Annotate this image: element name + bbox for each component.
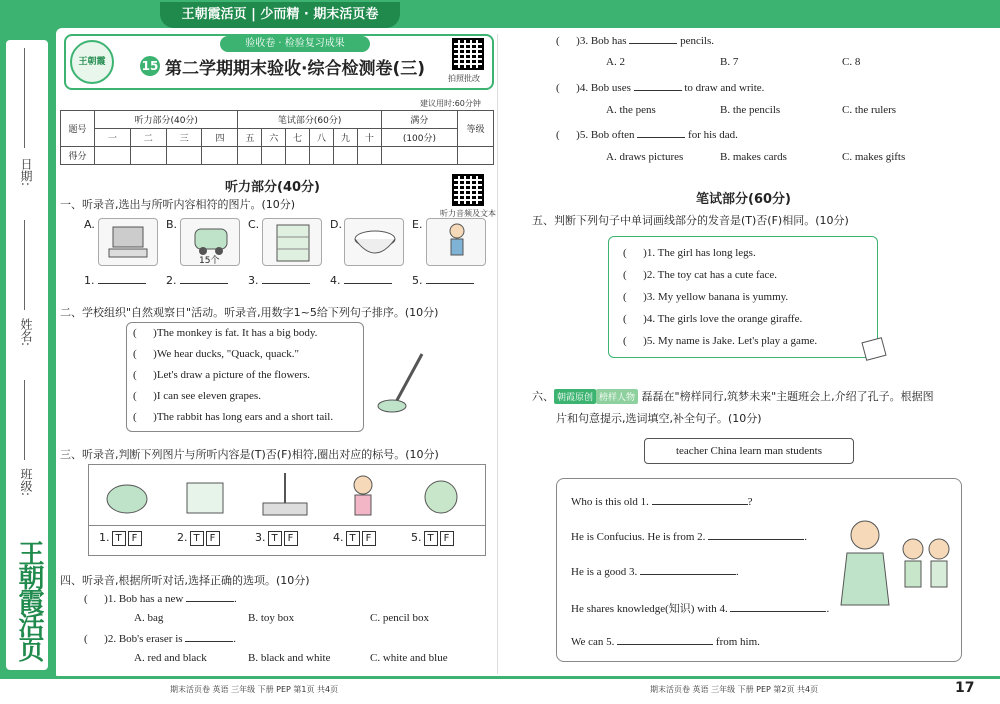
top-banner: 王朝霞活页 | 少而精 · 期末活页卷 <box>160 2 400 28</box>
score-cell[interactable] <box>130 147 166 165</box>
section-6-title: 六、 朝霞原创 榜样人物 磊磊在"榜样同行,筑梦未来"主题班会上,介绍了孔子。根据图 <box>532 390 934 403</box>
option[interactable]: A. 2 <box>606 56 625 68</box>
pic-letter: C. <box>248 218 260 231</box>
class-label: 班级: <box>19 468 33 497</box>
sentence-item: ( )The rabbit has long ears and a short tail. <box>133 411 334 423</box>
section-3-box <box>88 464 486 556</box>
computer-picture <box>98 218 158 266</box>
question-4-3: ( )3. Bob has pencils. <box>556 35 715 47</box>
num-cell: 七 <box>286 129 310 147</box>
option[interactable]: C. white and blue <box>370 652 448 664</box>
pic-letter: B. <box>166 218 178 231</box>
score-cell[interactable] <box>238 147 262 165</box>
pic-caption: 15个 <box>199 256 220 266</box>
option[interactable]: A. bag <box>134 612 164 624</box>
option[interactable]: B. 7 <box>720 56 739 68</box>
grade-header: 等级 <box>458 111 494 147</box>
sentence-item: ( )4. The girls love the orange giraffe. <box>623 313 803 325</box>
fill-line: Who is this old 1. ? <box>571 496 753 508</box>
answer-num: 2. <box>166 274 177 287</box>
answer-blank[interactable] <box>426 274 474 284</box>
option[interactable]: B. the pencils <box>720 104 781 116</box>
notebook-icon <box>858 334 892 364</box>
num-cell: 六 <box>262 129 286 147</box>
section-1-title: 一、听录音,选出与所听内容相符的图片。(10分) <box>60 198 296 211</box>
num-cell: 十 <box>357 129 381 147</box>
ribbon: 验收卷 · 检验复习成果 <box>220 36 370 52</box>
option[interactable]: C. makes gifts <box>842 151 906 163</box>
num-cell: 二 <box>130 129 166 147</box>
section-2-title: 二、学校组织"自然观察日"活动。听录音,用数字1~5给下列句子排序。(10分) <box>60 306 439 319</box>
word-bank: teacher China learn man students <box>644 438 854 464</box>
option[interactable]: B. toy box <box>248 612 295 624</box>
girl-picture <box>333 469 393 521</box>
sentence-item: ( )I can see eleven grapes. <box>133 390 261 402</box>
sentence-item: ( )3. My yellow banana is yummy. <box>623 291 789 303</box>
logo: 王朝霞 <box>70 40 114 84</box>
class-line <box>24 380 25 460</box>
tf-choice[interactable]: 1. T F <box>99 531 142 546</box>
footer-right: 期末活页卷 英语 三年级 下册 PEP 第2页 共4页 <box>650 685 819 694</box>
listening-heading: 听力部分(40分) <box>225 180 320 195</box>
answer-num: 3. <box>248 274 259 287</box>
num-cell: 一 <box>95 129 131 147</box>
answer-blank[interactable] <box>262 274 310 284</box>
qr-label: 拍照批改 <box>448 74 480 83</box>
section-1-answers <box>84 274 484 290</box>
answer-blank[interactable] <box>98 274 146 284</box>
section-4-title: 四、听录音,根据所听对话,选择正确的选项。(10分) <box>60 574 310 587</box>
name-label: 姓名: <box>19 318 33 347</box>
answer-num: 1. <box>84 274 95 287</box>
answer-blank[interactable] <box>180 274 228 284</box>
writing-header: 笔试部分(60分) <box>238 111 381 129</box>
score-cell[interactable] <box>333 147 357 165</box>
test-number: 15 <box>140 56 160 76</box>
option[interactable]: B. black and white <box>248 652 331 664</box>
tf-choice[interactable]: 3. T F <box>255 531 298 546</box>
fill-line: He is a good 3. . <box>571 566 739 578</box>
sentence-item: ( )Let's draw a picture of the flowers. <box>133 369 311 381</box>
car-picture <box>180 218 240 266</box>
score-cell[interactable] <box>286 147 310 165</box>
section-3-title: 三、听录音,判断下列图片与所听内容是(T)否(F)相符,圈出对应的标号。(10分) <box>60 448 439 461</box>
score-label: 题号 <box>61 111 95 147</box>
num-cell: 三 <box>166 129 202 147</box>
box-picture <box>177 469 237 521</box>
listening-header: 听力部分(40分) <box>95 111 238 129</box>
writing-heading: 笔试部分(60分) <box>696 192 791 207</box>
score-cell[interactable] <box>202 147 238 165</box>
section-6-box <box>556 478 962 662</box>
sentence-item: ( )We hear ducks, "Quack, quack." <box>133 348 300 360</box>
audio-qr-label: 听力音频及文本 <box>440 209 496 218</box>
page-number: 17 <box>955 680 975 696</box>
fill-line: He is Confucius. He is from 2. . <box>571 531 807 543</box>
num-cell: 九 <box>333 129 357 147</box>
page-divider <box>497 34 498 674</box>
tower-picture <box>255 469 315 521</box>
sentence-item: ( )The monkey is fat. It has a big body. <box>133 327 318 339</box>
question-4-2: ( )2. Bob's eraser is . <box>84 633 237 645</box>
sentence-item: ( )2. The toy cat has a cute face. <box>623 269 778 281</box>
option[interactable]: A. draws pictures <box>606 151 684 163</box>
option[interactable]: C. the rulers <box>842 104 897 116</box>
brand-vertical: 王朝霞活页 <box>14 540 44 660</box>
score-cell[interactable] <box>262 147 286 165</box>
cat-picture <box>99 469 159 521</box>
time-hint: 建议用时:60分钟 <box>420 99 481 108</box>
question-4-5: ( )5. Bob often for his dad. <box>556 129 738 141</box>
answer-blank[interactable] <box>344 274 392 284</box>
num-cell: 五 <box>238 129 262 147</box>
date-line <box>24 48 25 148</box>
vegetables-picture <box>411 469 471 521</box>
top-frame <box>0 0 1000 30</box>
num-cell: 四 <box>202 129 238 147</box>
score-cell[interactable] <box>357 147 381 165</box>
answer-num: 5. <box>412 274 423 287</box>
audio-qr-icon[interactable] <box>452 174 484 206</box>
name-line <box>24 220 25 310</box>
full-score: (100分) <box>381 129 457 147</box>
paintbrush-icon <box>372 350 432 416</box>
qr-code-icon[interactable] <box>452 38 484 70</box>
option[interactable]: A. the pens <box>606 104 656 116</box>
fill-line: He shares knowledge(知识) with 4. . <box>571 603 830 615</box>
box-picture <box>262 218 322 266</box>
tf-choice[interactable]: 2. T F <box>177 531 220 546</box>
pic-letter: A. <box>84 218 95 231</box>
score-table <box>60 110 494 165</box>
section-5-box <box>608 236 878 358</box>
tf-choice[interactable]: 4. T F <box>333 531 376 546</box>
num-cell: 八 <box>310 129 334 147</box>
fill-line: We can 5. from him. <box>571 636 760 648</box>
section-2-box <box>126 322 364 432</box>
section-6-title-2: 片和句意提示,选词填空,补全句子。(10分) <box>556 412 762 425</box>
sentence-item: ( )5. My name is Jake. Let's play a game. <box>623 335 818 347</box>
score-cell[interactable] <box>166 147 202 165</box>
question-4-4: ( )4. Bob uses to draw and write. <box>556 82 765 94</box>
confucius-illustration <box>833 509 957 609</box>
section-1-pictures <box>84 216 484 276</box>
sentence-item: ( )1. The girl has long legs. <box>623 247 756 259</box>
boy-picture <box>426 218 486 266</box>
footer-left: 期末活页卷 英语 三年级 下册 PEP 第1页 共4页 <box>170 685 339 694</box>
score-cell[interactable] <box>458 147 494 165</box>
question-4-1: ( )1. Bob has a new . <box>84 593 237 605</box>
full-header: 满分 <box>381 111 457 129</box>
page-title: 第二学期期末验收·综合检测卷(三) <box>165 59 425 79</box>
answer-num: 4. <box>330 274 341 287</box>
option[interactable]: B. makes cards <box>720 151 787 163</box>
option[interactable]: A. red and black <box>134 652 207 664</box>
score-row-label: 得分 <box>61 147 95 165</box>
pic-letter: D. <box>330 218 342 231</box>
bottom-frame <box>0 676 1000 704</box>
score-cell[interactable] <box>310 147 334 165</box>
date-label: 日期: <box>19 158 33 187</box>
option[interactable]: C. pencil box <box>370 612 429 624</box>
score-cell[interactable] <box>95 147 131 165</box>
tf-choice[interactable]: 5. T F <box>411 531 454 546</box>
option[interactable]: C. 8 <box>842 56 861 68</box>
score-cell[interactable] <box>381 147 457 165</box>
bowl-picture <box>344 218 404 266</box>
section-5-title: 五、判断下列句子中单词画线部分的发音是(T)否(F)相同。(10分) <box>532 214 849 227</box>
pic-letter: E. <box>412 218 423 231</box>
